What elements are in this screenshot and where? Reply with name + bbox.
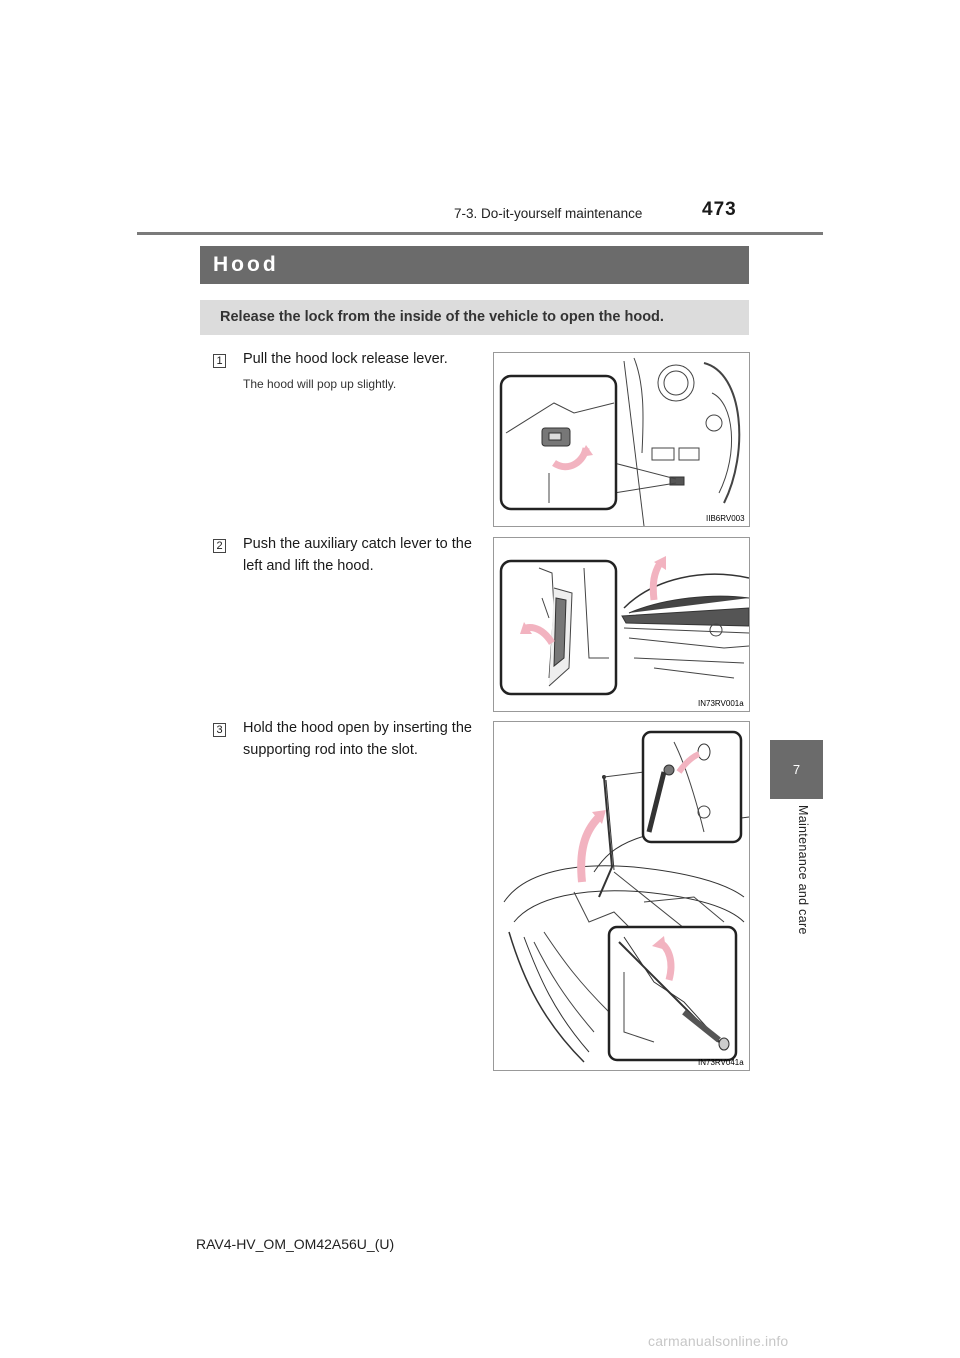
intro-text: Release the lock from the inside of the vehicle to open the hood. <box>200 300 749 335</box>
step-3-text: Hold the hood open by inserting the supporting rod into the slot. <box>243 720 472 758</box>
auxiliary-catch-illustration <box>494 538 749 711</box>
step-2-text: Push the auxiliary catch lever to the left and lift the hood. <box>243 536 472 574</box>
chapter-tab: 7 <box>770 740 823 799</box>
step-2-number: 2 <box>213 539 226 553</box>
header-rule <box>137 232 823 235</box>
step-1-text: Pull the hood lock release lever. <box>243 351 448 367</box>
chapter-label: Maintenance and care <box>796 805 810 935</box>
figure-3-code: IN73RV041a <box>698 1058 744 1067</box>
page-number: 473 <box>702 199 737 220</box>
figure-hood-release-lever <box>493 352 750 527</box>
watermark: carmanualsonline.info <box>648 1333 789 1349</box>
step-3-number: 3 <box>213 723 226 737</box>
figure-support-rod <box>493 721 750 1071</box>
step-1-subtext: The hood will pop up slightly. <box>243 377 397 391</box>
figure-1-code: IIB6RV003 <box>706 514 745 523</box>
figure-auxiliary-catch <box>493 537 750 712</box>
step-1-number: 1 <box>213 354 226 368</box>
hood-release-illustration <box>494 353 749 526</box>
figure-2-code: IN73RV001a <box>698 699 744 708</box>
support-rod-illustration <box>494 722 749 1070</box>
page-title: Hood <box>200 246 749 284</box>
document-code: RAV4-HV_OM_OM42A56U_(U) <box>196 1236 395 1252</box>
section-title: 7-3. Do-it-yourself maintenance <box>454 206 643 221</box>
